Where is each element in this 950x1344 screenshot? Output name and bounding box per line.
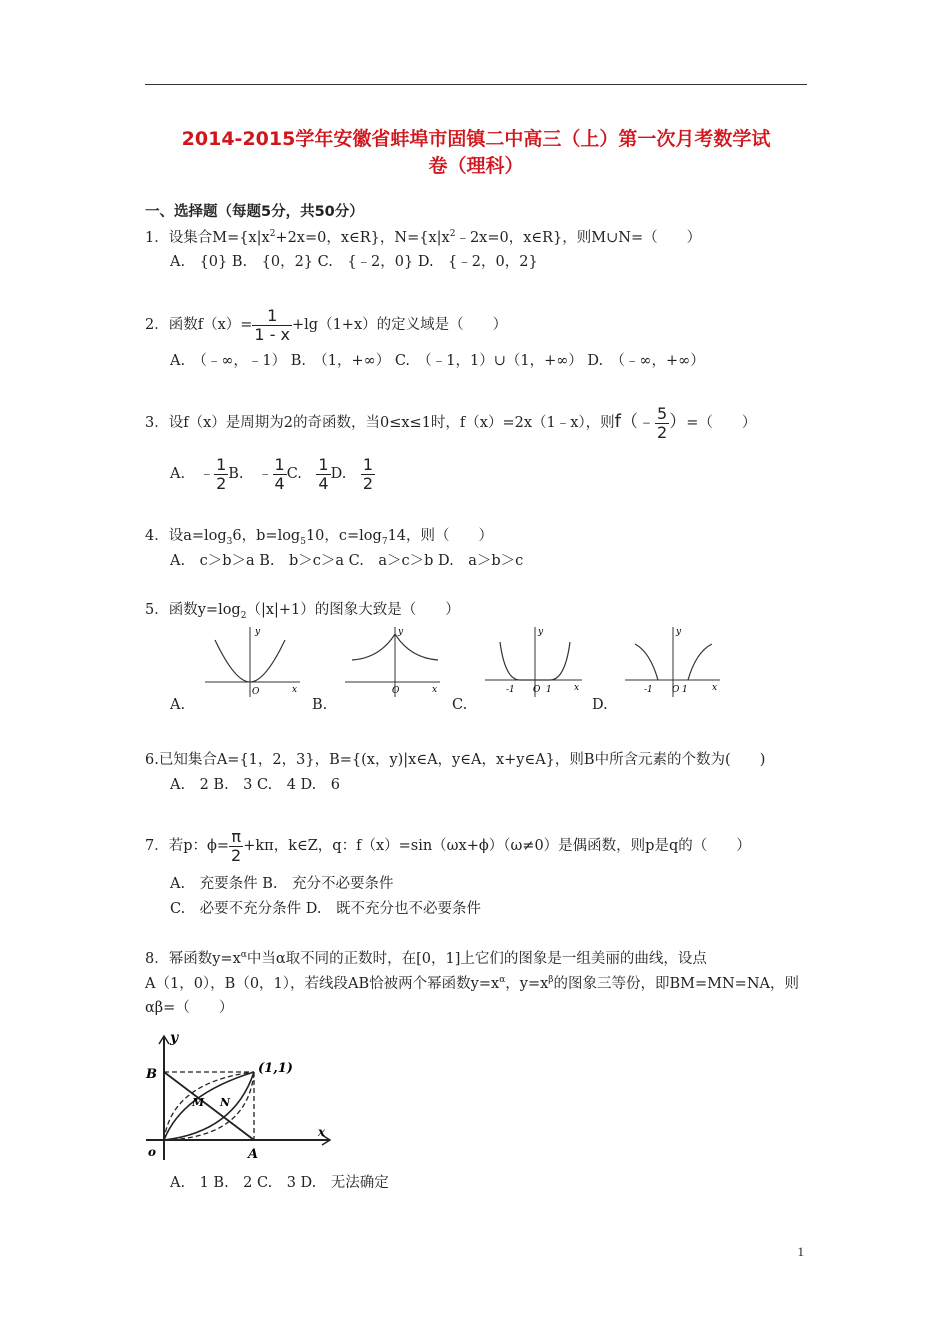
option-d-label: D. [592,697,608,713]
svg-text:y: y [398,627,404,637]
svg-text:x: x [432,685,438,695]
svg-text:A: A [248,1147,259,1162]
question-1-stem: 1．设集合$M=\{x|x^2+2x=0$，x∈R}，$N=\{x|x^2﹣2x=0$，x∈R}，则M∪N=（ ） [145,229,702,246]
svg-text:N: N [220,1096,231,1109]
question-3-stem: 3．设f（x）是周期为2的奇函数，当0≤x≤1时，f（x）=2x（1﹣x），则f（﹣ $\frac{5}{2}$ ）=（ ） [145,403,757,442]
question-7-stem: 7．若p：ϕ= $\frac{\pi}{2}$ +kπ，k∈Z，q：f（x）=sin（ωx+ϕ）（ω≠0）是偶函数，则p是q的（ ） [145,826,751,865]
page-title-line1: 2014-2015学年安徽省蚌埠市固镇二中高三（上）第一次月考数学试 [181,128,771,150]
svg-text:O: O [252,687,260,697]
svg-text:-1: -1 [506,685,515,695]
section-heading: 一、选择题（每题5分，共50分） [145,204,364,220]
svg-text:x: x [574,683,580,693]
question-8-line1: 8．幂函数$y=x^\alpha$中当α取不同的正数时，在[0，1]上它们的图象是一组美丽的曲线，设点 [145,950,707,967]
svg-text:y: y [676,627,682,637]
question-8-line3: αβ=（ ） [145,1000,234,1016]
question-3-options: A. ﹣ $\frac{1}{2}$ B. ﹣ $\frac{1}{4}$ C. $\frac{1}{4}$ D. $\frac{1}{2}$ [170,454,374,493]
svg-text:x: x [712,683,718,693]
header-rule [145,84,807,85]
svg-text:O: O [672,685,680,695]
question-1-options: A. {0} B. {0，2} C. {﹣2，0} D. {﹣2，0，2} [170,254,538,270]
svg-text:y: y [538,627,544,637]
fraction: $\frac{1}{1 - x}$ [254,305,291,344]
question-2-options: A. （﹣∞，﹣1） B. （1，+∞） C. （﹣1，1）∪（1，+∞） D. （﹣∞，+∞） [170,353,705,369]
svg-text:y: y [170,1030,179,1046]
question-4-options: A. c＞b＞a B. b＞c＞a C. a＞c＞b D. a＞b＞c [170,553,524,569]
svg-text:(1,1): (1,1) [258,1061,293,1076]
option-a-label: A. [170,697,186,713]
graph-option-c [480,622,590,702]
svg-text:x: x [318,1125,326,1139]
question-5-stem: 5．函数$y=\log_2(|x|+1)$的图象大致是（ ） [145,602,460,621]
svg-text:-1: -1 [644,685,653,695]
question-6-stem: 6.已知集合A={1，2，3}，B={(x，y)|x∈A，y∈A，x+y∈A}，则B中所含元素的个数为( ) [145,752,766,768]
question-8-line2: A（1，0），B（0，1），若线段AB恰被两个幂函数$y=x^\alpha$，$y=x^\beta$的图象三等份，即BM=MN=NA，则 [145,975,799,992]
graph-option-d [620,622,730,702]
option-b-label: B. [312,697,328,713]
question-6-options: A. 2 B. 3 C. 4 D. 6 [170,777,340,793]
page-number: 1 [797,1244,804,1259]
svg-text:M: M [192,1096,205,1109]
svg-text:o: o [148,1145,157,1159]
graph-option-b [340,622,450,702]
question-8-options: A. 1 B. 2 C. 3 D. 无法确定 [170,1175,389,1191]
graph-option-a [200,622,310,702]
question-7-options-cd: C. 必要不充分条件 D. 既不充分也不必要条件 [170,901,482,917]
page-title-line2: 卷（理科） [428,155,524,177]
question-4-stem: 4．设$a=\log_36$，$b=\log_510$，$c=\log_714$，则（ ） [145,528,494,547]
svg-text:O: O [533,685,541,695]
svg-text:y: y [255,627,261,637]
option-c-label: C. [452,697,468,713]
svg-text:O: O [392,686,400,696]
power-function-figure [138,1022,338,1162]
svg-text:1: 1 [546,685,552,695]
svg-text:B: B [146,1067,157,1082]
svg-text:1: 1 [682,685,688,695]
question-7-options-ab: A. 充要条件 B. 充分不必要条件 [170,876,394,892]
question-2-stem: 2．函数f（x）= $\frac{1}{1 - x}$ +lg（1+x）的定义域是（ ） [145,305,508,344]
svg-text:x: x [292,685,298,695]
